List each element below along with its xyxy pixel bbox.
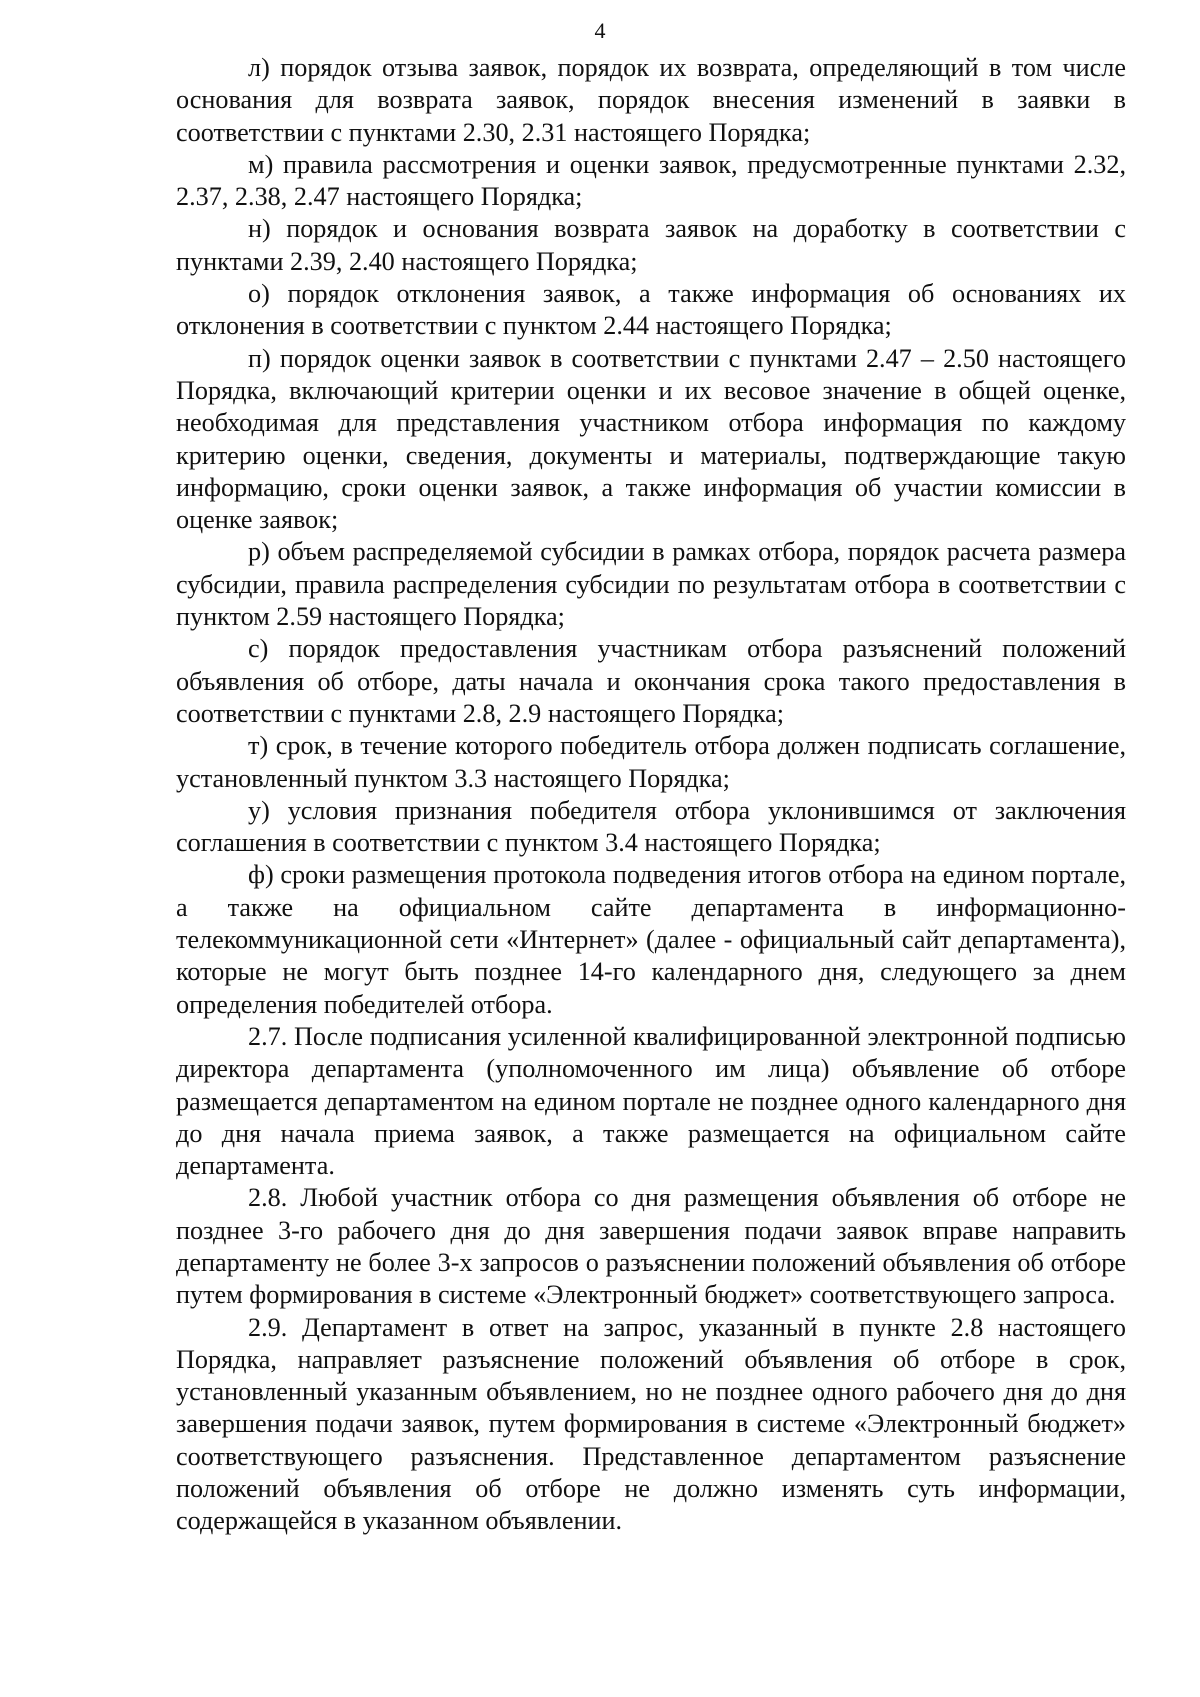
paragraph-item-f: ф) сроки размещения протокола подведения итогов отбора на едином портале, а также на официальном сайте департамента в информационно-телекоммуникационной сети «Интернет» (далее - официальный сайт департамента), которые не могут быть позднее 14-го календарного дня, следующего за днем определения победителей отбора.: [176, 860, 1126, 1019]
paragraph-item-r: р) объем распределяемой субсидии в рамках отбора, порядок расчета размера субсидии, правила распределения субсидии по результатам отбора в соответствии с пунктом 2.59 настоящего Порядка;: [176, 537, 1126, 632]
paragraph-item-o: о) порядок отклонения заявок, а также информация об основаниях их отклонения в соответствии с пунктом 2.44 настоящего Порядка;: [176, 279, 1126, 341]
paragraph-item-t: т) срок, в течение которого победитель отбора должен подписать соглашение, установленный пунктом 3.3 настоящего Порядка;: [176, 731, 1126, 793]
page-number: 4: [594, 18, 606, 43]
paragraph-item-n: н) порядок и основания возврата заявок на доработку в соответствии с пунктами 2.39, 2.40 настоящего Порядка;: [176, 214, 1126, 276]
paragraph-item-s: с) порядок предоставления участникам отбора разъяснений положений объявления об отборе, даты начала и окончания срока такого предоставления в соответствии с пунктами 2.8, 2.9 настоящего Порядка;: [176, 634, 1126, 728]
paragraph-section-2-9: 2.9. Департамент в ответ на запрос, указанный в пункте 2.8 настоящего Порядка, направляет разъяснение положений объявления об отборе в срок, установленный указанным объявлением, но не позднее одного рабочего дня до дня завершения подачи заявок, путем формирования в системе «Электронный бюджет» соответствующего разъяснения. Представленное департаментом разъяснение положений объявления об отборе не должно изменять суть информации, содержащейся в указанном объявлении.: [176, 1312, 1126, 1536]
document-body: [176, 52, 1126, 1538]
paragraph-section-2-8: 2.8. Любой участник отбора со дня размещения объявления об отборе не позднее 3-го рабочего дня до дня завершения подачи заявок вправе направить департаменту не более 3-х запросов о разъяснении положений объявления об отборе путем формирования в системе «Электронный бюджет» соответствующего запроса.: [176, 1183, 1126, 1310]
paragraph-section-2-7: 2.7. После подписания усиленной квалифицированной электронной подписью директора департамента (уполномоченного им лица) объявление об отборе размещается департаментом на едином портале не позднее одного календарного дня до дня начала приема заявок, а также размещается на официальном сайте департамента.: [176, 1021, 1126, 1181]
paragraph-item-u: у) условия признания победителя отбора уклонившимся от заключения соглашения в соответствии с пунктом 3.4 настоящего Порядка;: [176, 795, 1126, 858]
paragraph-item-l: л) порядок отзыва заявок, порядок их возврата, определяющий в том числе основания для возврата заявок, порядок внесения изменений в заявки в соответствии с пунктами 2.30, 2.31 настоящего Порядка;: [176, 53, 1126, 147]
paragraph-item-p: п) порядок оценки заявок в соответствии с пунктами 2.47 – 2.50 настоящего Порядка, включающий критерии оценки и их весовое значение в общей оценке, необходимая для представления участником отбора информация по каждому критерию оценки, сведения, документы и материалы, подтверждающие такую информацию, сроки оценки заявок, а также информация об участии комиссии в оценке заявок;: [176, 343, 1126, 535]
paragraph-item-m: м) правила рассмотрения и оценки заявок, предусмотренные пунктами 2.32, 2.37, 2.38, 2.47 настоящего Порядка;: [176, 149, 1126, 212]
